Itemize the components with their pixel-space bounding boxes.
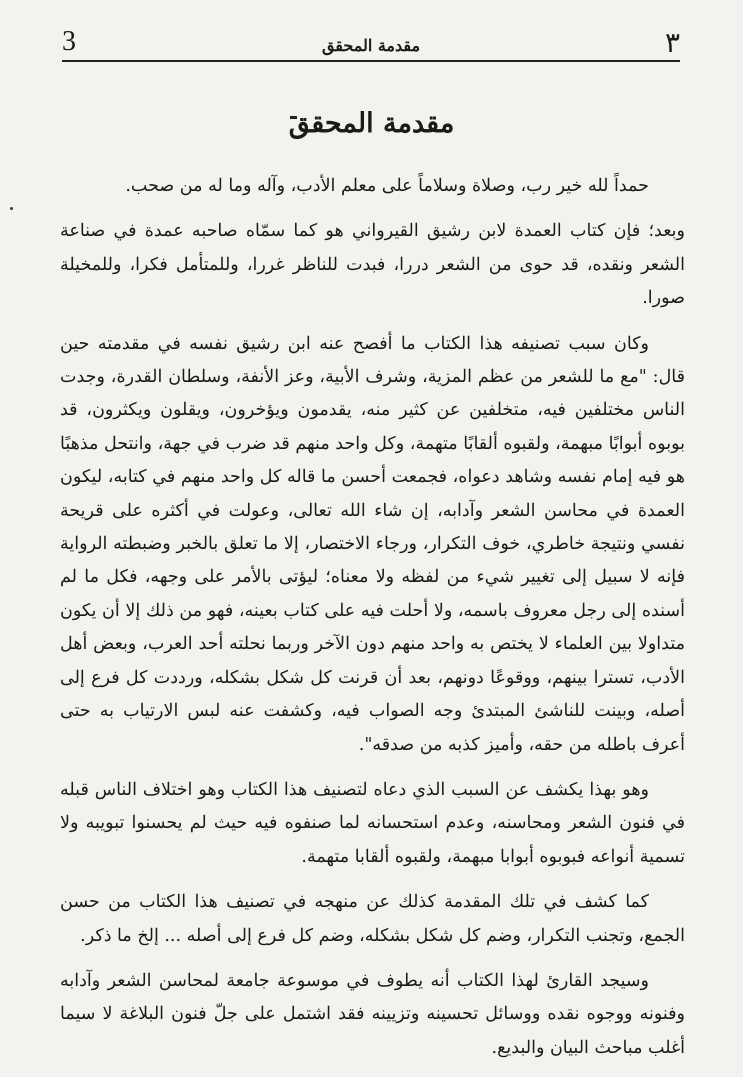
paragraph: وكان سبب تصنيفه هذا الكتاب ما أفصح عنه ابن رشيق نفسه في مقدمته حين قال: "مع ما للشعر من عظم المزية، وشرف الأبية، وعز الأنفة، وسلطان القدرة، وجدت الناس مختلفين فيه، متخلفين عن كثير منه، يقدمون ويؤخرون، ويقلون ويكثرون، قد بوبوه أبوابًا مبهمة، ولقبوه ألقابًا متهمة، وكل واحد منهم قد ضرب في جهة، وانتحل مذهبًا هو فيه إمام نفسه وشاهد دعواه، فجمعت أحسن ما قاله كل واحد منهم في كتابه، ليكون العمدة في محاسن الشعر وآدابه، إن شاء الله تعالى، وعولت في أكثره على قريحة نفسي ونتيجة خاطري، خوف التكرار، ورجاء الاختصار، إلا ما تعلق بالخبر وضبطته الرواية فإنه لا سبيل إلى تغيير شيء من لفظه ولا معناه؛ ليؤتى بالأمر على وجهه، فكل ما لم أسنده إلى رجل معروف باسمه، ولا أحلت فيه على كتاب بعينه، فهو من ذلك إلا أن يكون متداولا بين العلماء لا يختص به واحد منهم دون الآخر وربما نحلته أحد العرب، وبعض أهل الأدب، تسترا بينهم، ووقوعًا دونهم، بعد أن قرنت كل شكل بشكله، ورددت كل فرع إلى أصله، وبينت للناشئ المبتدئ وجه الصواب فيه، وكشفت عنه لبس الارتياب به حتى أعرف باطله من حقه، وأميز كذبه من صدقه". <box>60 333 685 755</box>
paragraph: وبعد؛ فإن كتاب العمدة لابن رشيق القيرواني هو كما سمّاه صاحبه عمدة في صناعة الشعر ونقده، قد حوى من الشعر دررا، فبدت للناظر غررا، وللمتأمل فكرا، وللمخيلة صورا. <box>60 221 685 309</box>
paragraph: وسيجد القارئ لهذا الكتاب أنه يطوف في موسوعة جامعة لمحاسن الشعر وآدابه وفنونه ووجوه نقده ووسائل تحسينه وتزيينه فقد اشتمل على جلّ فنون البلاغة لا سيما أغلب مباحث البيان والبديع. <box>60 970 685 1058</box>
paragraph: وهو بهذا يكشف عن السبب الذي دعاه لتصنيف هذا الكتاب وهو اختلاف الناس قبله في فنون الشعر ومحاسنه، وعدم استحسانه لما صنفوه فيه حيث لم يحسنوا تبويبه ولا تسمية أنواعه فبوبوه أبوابا مبهمة، ولقبوه ألقابا متهمة. <box>60 779 685 867</box>
body-text <box>60 170 685 1077</box>
running-title: مقدمة المحقق <box>321 36 421 55</box>
header-rule <box>62 60 680 62</box>
page-title: مقدمة المحقق <box>288 108 455 139</box>
margin-mark <box>10 207 13 210</box>
page-header <box>62 22 680 60</box>
title-container <box>0 108 743 139</box>
page-number-arabic: ٣ <box>664 26 680 59</box>
paragraph: حمداً لله خير رب، وصلاة وسلاماً على معلم الأدب، وآله وما له من صحب. <box>125 176 649 196</box>
paragraph: كما كشف في تلك المقدمة كذلك عن منهجه في تصنيف هذا الكتاب من حسن الجمع، وتجنب التكرار، وضم كل شكل بشكله، وضم كل فرع إلى أصله ... إلخ ما ذكر. <box>60 892 685 946</box>
page-number-latin: 3 <box>62 26 76 57</box>
